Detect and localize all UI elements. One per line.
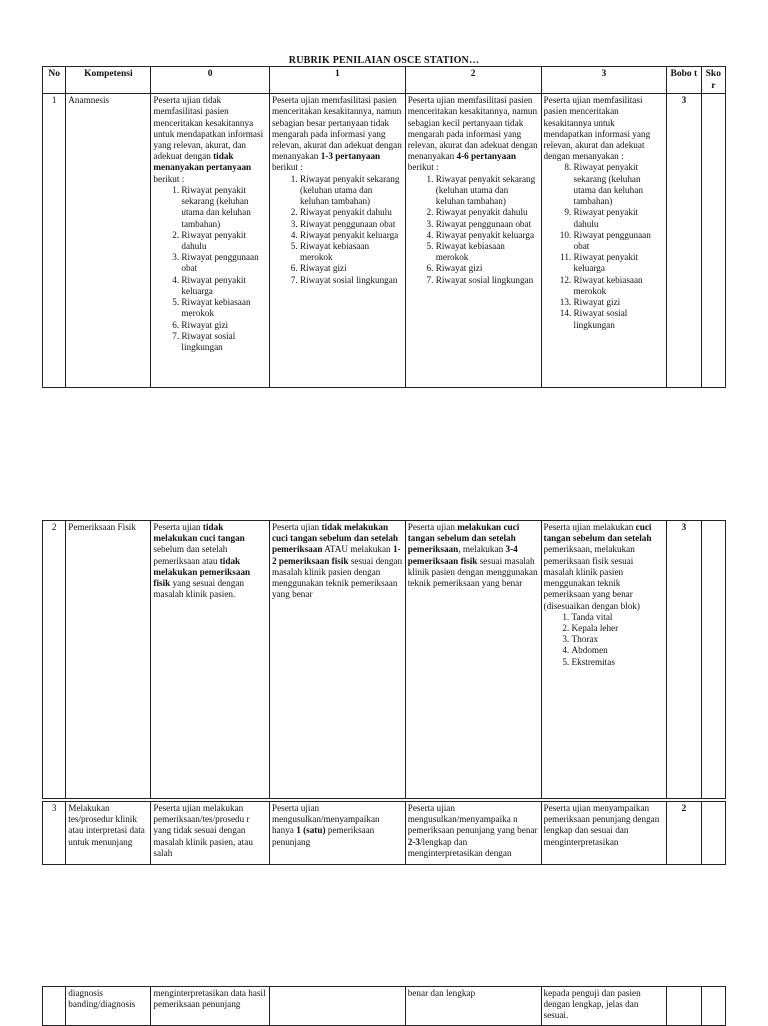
score-text-bold: 4-6 pertanyaan [456,151,516,162]
skor-cell[interactable] [701,802,725,865]
list-item: 1. Riwayat penyakit sekarang (keluhan utama dan keluhan tambahan) [436,174,539,208]
score-text-bold: tidak melakukan pemeriksaan fisik [153,555,251,589]
score-text-bold: tidak melakukan cuci tangan [153,522,245,544]
score-text-bold: 2-3 [407,836,420,847]
score-3-cell [541,521,667,799]
score-text: Peserta ujian [153,522,203,532]
header-skor: Sko r [701,67,725,94]
score-3-cell: kepada penguji dan pasien dengan lengkap, jelas dan sesuai. [541,987,667,1026]
row-number: 1 [43,94,66,388]
bobot-cell: 3 [667,521,701,799]
skor-cell[interactable] [701,94,725,388]
list-item: 7. Riwayat sosial lingkungan [436,275,539,286]
score-text-bold: 1-2 pemeriksaan fisik [271,544,401,566]
list-item: 4. Riwayat penyakit keluarga [436,230,539,241]
list-item: 5. Riwayat kebiasaan merokok [181,297,267,319]
score-text: sebelum dan setelah pemeriksaan atau [153,544,228,566]
score-text: Peserta ujian memfasilitasi pasien menceritakan kesakitannya, namun sebagian kecil pertanyaan tidak mengarah pada informasi yang relevan, akurat dan adekuat dengan menanyakan [407,95,538,162]
header-score-3: 3 [541,67,667,94]
history-list [408,174,539,286]
list-item: 3. Riwayat penggunaan obat [436,219,539,230]
score-text-bold: tidak melakukan cuci tangan sebelum dan setelah pemeriksaan [271,522,399,555]
list-item: 6. Riwayat gizi [181,320,267,331]
score-text: Peserta ujian memfasilitasi pasien menceritakan kesakitannya untuk mendapatkan informasi yang relevan, akurat dan adekuat dengan menanyakan : [543,95,651,162]
score-text: yang sesuai dengan masalah klinik pasien. [153,578,244,600]
history-list [544,162,665,330]
score-1-cell [269,521,405,799]
score-0-cell: menginterpretasikan data hasil pemeriksaan penunjang [151,987,270,1026]
skor-cell[interactable] [701,987,725,1026]
score-text: Peserta ujian [271,522,322,532]
score-text-bold: melakukan cuci tangan sebelum dan setelah pemeriksaan [407,522,520,555]
header-score-0: 0 [151,67,270,94]
score-text-bold: 3-4 pemeriksaan fisik [407,544,518,566]
score-text: Peserta ujian melakukan [543,522,636,532]
list-item: 14. Riwayat sosial lingkungan [574,308,665,330]
score-text-bold: 1-3 pertanyaan [320,151,381,162]
list-item: 3. Thorax [572,634,665,645]
score-2-cell [405,802,541,865]
score-text: berikut : [153,173,185,184]
exam-list [544,612,665,668]
score-text: Peserta ujian mengusulkan/menyampaikan hanya [271,803,380,836]
list-item: 6. Riwayat gizi [436,263,539,274]
table-row-anamnesis [43,94,726,388]
score-1-cell [269,802,405,865]
list-item: 4. Riwayat penyakit keluarga [181,275,267,297]
skor-cell[interactable] [701,521,725,799]
list-item: 1. Riwayat penyakit sekarang (keluhan utama dan keluhan tambahan) [181,185,267,230]
list-item: 1. Tanda vital [572,612,665,623]
kompetensi-cell: Anamnesis [66,94,151,388]
score-2-cell [405,521,541,799]
score-3-cell [541,94,667,388]
header-score-1: 1 [269,67,405,94]
table-row-continuation [43,987,726,1026]
list-item: 12. Riwayat kebiasaan merokok [574,275,665,297]
history-list [272,174,403,286]
row-number: 2 [43,521,66,799]
list-item: 9. Riwayat penyakit dahulu [574,207,665,229]
rubric-table-2 [42,520,726,799]
row-number: 3 [43,802,66,865]
score-0-cell [151,521,270,799]
list-item: 7. Riwayat sosial lingkungan [300,275,403,286]
score-text: pemeriksaan penunjang [271,825,375,847]
score-1-cell [269,987,405,1026]
score-text: Peserta ujian [407,522,458,532]
list-item: 5. Riwayat kebiasaan merokok [436,241,539,263]
table-row-tes-prosedur [43,802,726,865]
list-item: 2. Kepala leher [572,623,665,634]
list-item: 2. Riwayat penyakit dahulu [181,230,267,252]
kompetensi-cell: diagnosis banding/diagnosis [66,987,151,1026]
list-item: 5. Ekstremitas [572,657,665,668]
list-item: 4. Abdomen [572,645,665,656]
score-text: berikut : [407,162,439,173]
header-no: No [43,67,66,94]
score-text: sesuai masalah klinik pasien dengan menggunakan teknik pemeriksaan yang benar [407,555,538,589]
list-item: 5. Riwayat kebiasaan merokok [300,241,403,263]
list-item: 13. Riwayat gizi [574,297,665,308]
score-text: /lengkap dan menginterpretasikan dengan [407,836,512,858]
score-text: pemeriksaan, melakukan pemeriksaan fisik sesuai masalah klinik pasien menggunakan teknik pemeriksaan yang benar (disesuaikan dengan blok) [543,544,640,611]
header-kompetensi: Kompetensi [66,67,151,94]
list-item: 3. Riwayat penggunaan obat [181,252,267,274]
list-item: 6. Riwayat gizi [300,263,403,274]
score-0-cell: Peserta ujian melakukan pemeriksaan/tes/prosedu r yang tidak sesuai dengan masalah klinik pasien, atau salah [151,802,270,865]
score-3-cell: Peserta ujian menyampaikan pemeriksaan penunjang dengan lengkap dan sesuai dan menginterpretasikan [541,802,667,865]
header-row [43,67,726,94]
header-score-2: 2 [405,67,541,94]
score-text: Peserta ujian memfasilitasi pasien menceritakan kesakitannya, namun sebagian besar pertanyaan tidak mengarah pada informasi yang relevan, akurat dan adekuat dengan menanyakan [271,95,402,162]
score-text: Peserta ujian tidak memfasilitasi pasien menceritakan kesakitannya untuk mendapatkan informasi yang relevan, akurat, dan adekuat dengan [153,95,264,162]
list-item: 3. Riwayat penggunaan obat [300,219,403,230]
rubric-table-1 [42,66,726,388]
header-bobot: Bobo t [667,67,701,94]
score-text: Peserta ujian mengusulkan/menyampaika n pemeriksaan penunjang yang benar [407,803,538,836]
kompetensi-cell: Melakukan tes/prosedur klinik atau interpretasi data untuk menunjang [66,802,151,865]
rubric-table-3 [42,801,726,865]
row-number [43,987,66,1026]
list-item: 2. Riwayat penyakit dahulu [300,207,403,218]
list-item: 4. Riwayat penyakit keluarga [300,230,403,241]
bobot-cell [667,987,701,1026]
document-title: RUBRIK PENILAIAN OSCE STATION… [288,55,480,66]
kompetensi-cell: Pemeriksaan Fisik [66,521,151,799]
list-item: 2. Riwayat penyakit dahulu [436,207,539,218]
list-item: 11. Riwayat penyakit keluarga [574,252,665,274]
score-text: , melakukan [458,544,506,555]
score-text-bold: tidak menanyakan pertanyaan [153,151,252,173]
score-1-cell [269,94,405,388]
list-item: 10. Riwayat penggunaan obat [574,230,665,252]
table-row-pemeriksaan-fisik [43,521,726,799]
score-text-bold: cuci tangan sebelum dan setelah [543,522,652,544]
score-text: berikut : [271,162,303,173]
history-list [153,185,267,353]
list-item: 7. Riwayat sosial lingkungan [181,331,267,353]
score-text: sesuai dengan masalah klinik pasien dengan menggunakan teknik pemeriksaan yang benar [271,555,403,600]
score-text: ATAU melakukan [322,544,393,555]
score-0-cell [151,94,270,388]
score-2-cell [405,94,541,388]
rubric-table-4 [42,986,726,1026]
bobot-cell: 3 [667,94,701,388]
list-item: 8. Riwayat penyakit sekarang (keluhan utama dan keluhan tambahan) [574,162,665,207]
bobot-cell: 2 [667,802,701,865]
list-item: 1. Riwayat penyakit sekarang (keluhan utama dan keluhan tambahan) [300,174,403,208]
score-2-cell: benar dan lengkap [405,987,541,1026]
score-text-bold: 1 (satu) [296,825,326,836]
